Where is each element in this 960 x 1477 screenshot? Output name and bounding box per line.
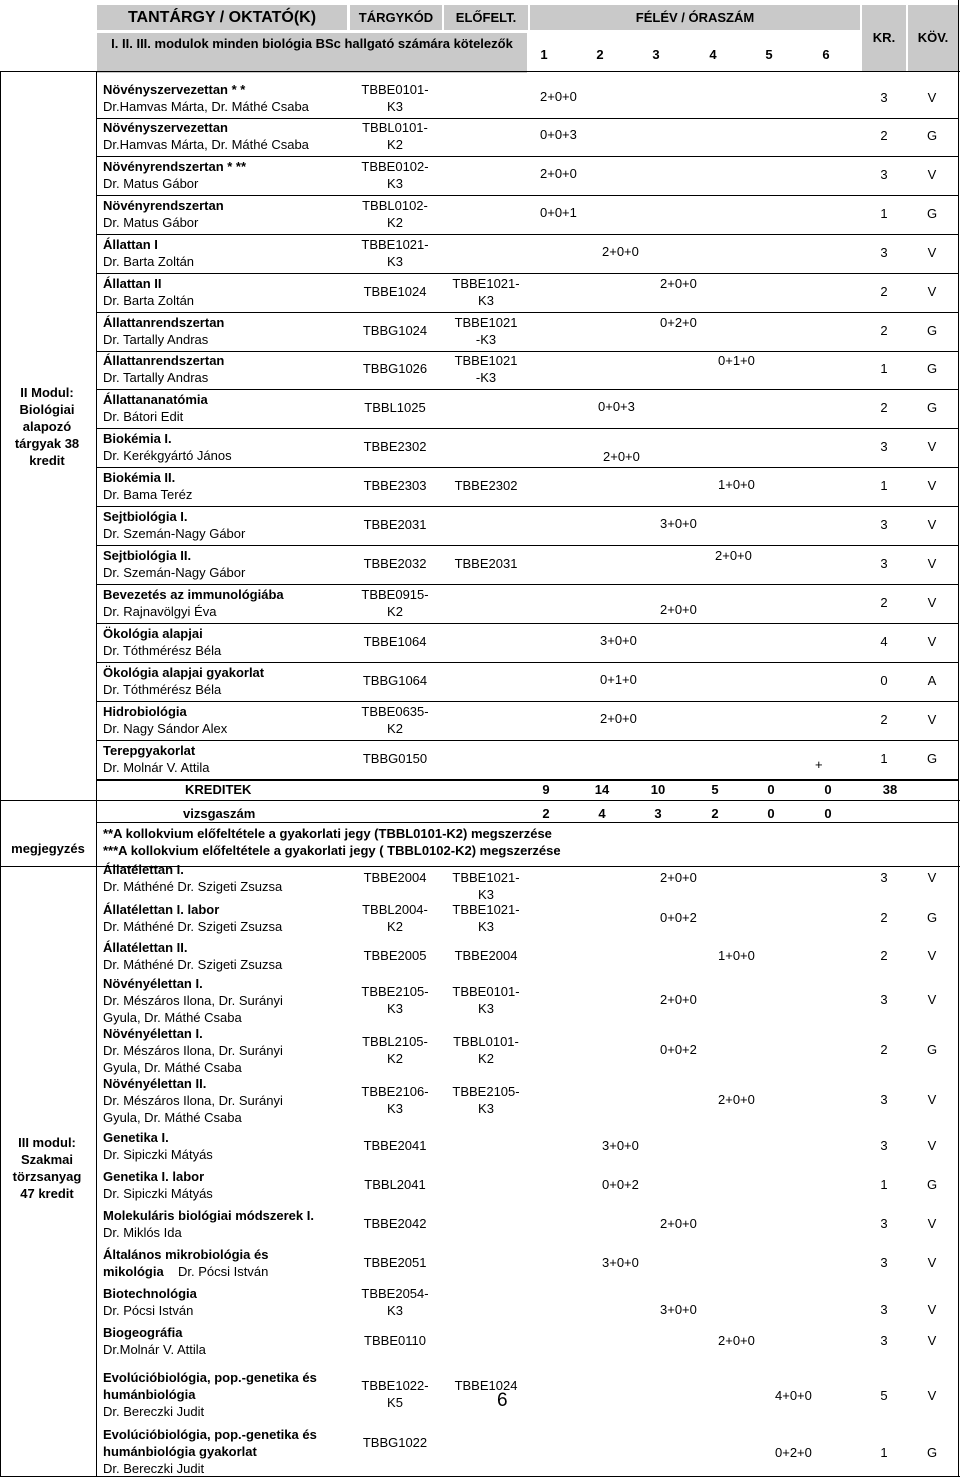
requirement-value: G xyxy=(926,1445,938,1460)
course-teacher: Dr.Molnár V. Attila xyxy=(103,1342,206,1357)
requirement-value: G xyxy=(926,400,938,415)
prerequisite: TBBE1021 xyxy=(454,353,518,368)
rule xyxy=(96,234,958,235)
course-teacher: Dr. Matus Gábor xyxy=(103,215,199,230)
course-teacher: Gyula, Dr. Máthé Csaba xyxy=(103,1060,242,1075)
requirement-value: V xyxy=(927,712,937,727)
course-code: TBBL2004- xyxy=(362,902,428,917)
rule xyxy=(96,71,97,1476)
course-code: TBBE2004 xyxy=(363,870,427,885)
requirement-value: V xyxy=(927,439,937,454)
semester-hours: 0+1+0 xyxy=(600,672,637,687)
requirement-value: V xyxy=(927,478,937,493)
semester-hours: 0+1+0 xyxy=(718,353,755,368)
semester-hours: 2+0+0 xyxy=(600,711,637,726)
rule xyxy=(96,118,958,119)
course-title: Biokémia I. xyxy=(103,431,172,446)
course-teacher: humánbiológia xyxy=(103,1387,196,1402)
requirement-value: V xyxy=(927,992,937,1007)
header-prereq: ELŐFELT. xyxy=(444,5,528,30)
course-teacher: Dr. Tartally Andras xyxy=(103,332,209,347)
course-code: TBBE2106- xyxy=(361,1084,429,1099)
course-code: TBBL0102- xyxy=(362,198,428,213)
semester-number: 2 xyxy=(596,47,604,62)
module2-label: II Modul: Biológiai alapozó tárgyak 38 kredit xyxy=(14,385,80,468)
course-title: Növényszervezettan xyxy=(103,120,228,135)
prerequisite: TBBE1024 xyxy=(454,1378,518,1393)
rule xyxy=(96,467,958,468)
course-teacher: Dr. Tóthmérész Béla xyxy=(103,682,222,697)
course-teacher: Dr. Mészáros Ilona, Dr. Surányi xyxy=(103,993,283,1008)
rule xyxy=(96,780,958,781)
course-title: Sejtbiológia II. xyxy=(103,548,192,563)
kredit-total: 9 xyxy=(542,782,550,797)
course-code: TBBE2042 xyxy=(363,1216,427,1231)
course-title: Ökológia alapjai xyxy=(103,626,203,641)
course-teacher: Dr. Máthéné Dr. Szigeti Zsuzsa xyxy=(103,957,283,972)
course-code: TBBE2303 xyxy=(363,478,427,493)
prerequisite: TBBE0101- xyxy=(452,984,520,999)
credit-value: 3 xyxy=(880,517,888,532)
semester-number: 6 xyxy=(822,47,830,62)
course-title: Állatélettan I. labor xyxy=(103,902,220,917)
course-teacher: Dr. Mészáros Ilona, Dr. Surányi xyxy=(103,1093,283,1108)
rule xyxy=(96,662,958,663)
semester-hours: 1+0+0 xyxy=(718,477,755,492)
semester-hours: 1+0+0 xyxy=(718,948,755,963)
course-code: K2 xyxy=(387,721,403,736)
credit-value: 3 xyxy=(880,167,888,182)
exam-count: 4 xyxy=(598,806,606,821)
rule xyxy=(96,701,958,702)
course-title: Genetika I. labor xyxy=(103,1169,205,1184)
semester-hours: 2+0+0 xyxy=(660,276,697,291)
requirement-value: V xyxy=(927,634,937,649)
course-code: TBBL0101- xyxy=(362,120,428,135)
course-teacher: Dr. Barta Zoltán xyxy=(103,254,195,269)
requirement-value: V xyxy=(927,1302,937,1317)
course-title: Bevezetés az immunológiába xyxy=(103,587,284,602)
requirement-value: V xyxy=(927,1255,937,1270)
exam-count: 0 xyxy=(824,806,832,821)
semester-hours: 0+0+3 xyxy=(598,399,635,414)
credit-value: 1 xyxy=(880,1177,888,1192)
course-teacher: humánbiológia gyakorlat xyxy=(103,1444,257,1459)
requirement-value: A xyxy=(927,673,937,688)
requirement-value: V xyxy=(927,90,937,105)
prerequisite: K3 xyxy=(478,1101,494,1116)
credit-value: 5 xyxy=(880,1388,888,1403)
course-title: Ökológia alapjai gyakorlat xyxy=(103,665,265,680)
course-code: TBBE1021- xyxy=(361,237,429,252)
course-teacher: Dr. Szemán-Nagy Gábor xyxy=(103,526,246,541)
course-teacher: Dr. Bama Teréz xyxy=(103,487,193,502)
course-code: K2 xyxy=(387,215,403,230)
semester-hours: 2+0+0 xyxy=(718,1333,755,1348)
credit-value: 3 xyxy=(880,439,888,454)
course-code: K5 xyxy=(387,1395,403,1410)
rule xyxy=(958,0,959,1476)
exam-count: 2 xyxy=(711,806,719,821)
credit-value: 1 xyxy=(880,478,888,493)
course-code: TBBE2051 xyxy=(363,1255,427,1270)
requirement-value: V xyxy=(927,167,937,182)
credit-value: 3 xyxy=(880,1255,888,1270)
course-code: K3 xyxy=(387,99,403,114)
exam-label: vizsgaszám xyxy=(183,806,256,821)
requirement-value: G xyxy=(926,206,938,221)
course-code: TBBG1064 xyxy=(362,673,428,688)
prerequisite: TBBE2004 xyxy=(454,948,518,963)
course-title: Evolúcióbiológia, pop.-genetika és xyxy=(103,1370,317,1385)
course-teacher: Dr. Barta Zoltán xyxy=(103,293,195,308)
requirement-value: V xyxy=(927,517,937,532)
requirement-value: V xyxy=(927,595,937,610)
rule xyxy=(96,312,958,313)
course-teacher: Dr. Bereczki Judit xyxy=(103,1461,205,1476)
semester-hours: 3+0+0 xyxy=(602,1138,639,1153)
course-teacher: Gyula, Dr. Máthé Csaba xyxy=(103,1110,242,1125)
credit-value: 3 xyxy=(880,556,888,571)
rule xyxy=(96,545,958,546)
semester-hours: + xyxy=(815,757,823,772)
course-title: Növényszervezettan * * xyxy=(103,82,246,97)
semester-hours: 2+0+0 xyxy=(603,449,640,464)
credit-value: 3 xyxy=(880,1092,888,1107)
course-code: TBBE2032 xyxy=(363,556,427,571)
rule xyxy=(0,800,960,801)
semester-hours: 0+2+0 xyxy=(775,1445,812,1460)
rule xyxy=(96,740,958,741)
requirement-value: V xyxy=(927,1092,937,1107)
course-code: TBBE0110 xyxy=(364,1333,426,1348)
exam-count: 3 xyxy=(654,806,662,821)
credit-value: 1 xyxy=(880,1445,888,1460)
prerequisite: TBBE2031 xyxy=(454,556,518,571)
course-teacher: mikológia xyxy=(103,1264,164,1279)
course-teacher: Dr. Pócsi István xyxy=(178,1264,269,1279)
semester-hours: 2+0+0 xyxy=(602,244,639,259)
course-title: Biotechnológia xyxy=(103,1286,197,1301)
credit-value: 3 xyxy=(880,1333,888,1348)
credit-value: 1 xyxy=(880,361,888,376)
course-code: TBBE2005 xyxy=(363,948,427,963)
semester-hours: 2+0+0 xyxy=(540,166,577,181)
kredit-total: 5 xyxy=(711,782,719,797)
credit-value: 3 xyxy=(880,1216,888,1231)
credit-value: 3 xyxy=(880,1138,888,1153)
prerequisite: TBBE1021- xyxy=(452,276,520,291)
credit-value: 1 xyxy=(880,206,888,221)
footnote: **A kollokvium előfeltétele a gyakorlati jegy (TBBL0101-K2) megszerzése xyxy=(103,826,552,841)
requirement-value: G xyxy=(926,1177,938,1192)
prerequisite: TBBE2302 xyxy=(454,478,518,493)
rule xyxy=(96,273,958,274)
semester-hours: 2+0+0 xyxy=(660,870,697,885)
credit-value: 2 xyxy=(880,1042,888,1057)
requirement-value: G xyxy=(926,323,938,338)
course-code: K3 xyxy=(387,1101,403,1116)
course-code: TBBE2041 xyxy=(363,1138,427,1153)
course-title: Általános mikrobiológia és xyxy=(103,1247,269,1262)
credit-value: 2 xyxy=(880,595,888,610)
kredit-total: 0 xyxy=(767,782,775,797)
course-title: Hidrobiológia xyxy=(103,704,187,719)
course-title: Állattan I xyxy=(103,237,158,252)
course-code: TBBE0102- xyxy=(361,159,429,174)
course-title: Állatélettan I. xyxy=(103,862,184,877)
semester-hours: 0+0+3 xyxy=(540,127,577,142)
exam-count: 0 xyxy=(767,806,775,821)
course-code: TBBE2105- xyxy=(361,984,429,999)
requirement-value: G xyxy=(926,751,938,766)
course-teacher: Dr. Molnár V. Attila xyxy=(103,760,210,775)
credit-value: 2 xyxy=(880,910,888,925)
kredit-total: 10 xyxy=(650,782,666,797)
course-code: K3 xyxy=(387,1001,403,1016)
course-code: TBBE2054- xyxy=(361,1286,429,1301)
semester-hours: 0+0+2 xyxy=(660,910,697,925)
credit-value: 1 xyxy=(880,751,888,766)
requirement-value: V xyxy=(927,556,937,571)
credit-value: 3 xyxy=(880,90,888,105)
course-code: TBBL2105- xyxy=(362,1034,428,1049)
rule xyxy=(96,156,958,157)
course-code: TBBE0635- xyxy=(361,704,429,719)
course-title: Állattanrendszertan xyxy=(103,353,225,368)
rule xyxy=(96,195,958,196)
semester-hours: 0+2+0 xyxy=(660,315,697,330)
rule xyxy=(96,623,958,624)
exam-count: 2 xyxy=(542,806,550,821)
requirement-value: V xyxy=(927,1138,937,1153)
course-code: TBBE0101- xyxy=(361,82,429,97)
kredit-total: 14 xyxy=(594,782,610,797)
semester-number: 3 xyxy=(652,47,660,62)
credit-value: 2 xyxy=(880,128,888,143)
course-title: Növényrendszertan xyxy=(103,198,224,213)
header-requirement: KÖV. xyxy=(908,5,958,71)
credit-value: 3 xyxy=(880,245,888,260)
rule xyxy=(96,584,958,585)
course-teacher: Dr. Máthéné Dr. Szigeti Zsuzsa xyxy=(103,879,283,894)
kredit-total: 38 xyxy=(882,782,898,797)
course-teacher: Dr. Miklós Ida xyxy=(103,1225,182,1240)
semester-hours: 0+0+2 xyxy=(602,1177,639,1192)
credit-value: 3 xyxy=(880,1302,888,1317)
semester-hours: 2+0+0 xyxy=(718,1092,755,1107)
course-title: Molekuláris biológiai módszerek I. xyxy=(103,1208,314,1223)
header-code: TÁRGYKÓD xyxy=(350,5,442,30)
course-code: TBBE1064 xyxy=(363,634,427,649)
course-title: Növényélettan I. xyxy=(103,1026,203,1041)
semester-hours: 3+0+0 xyxy=(660,516,697,531)
semester-hours: 2+0+0 xyxy=(660,602,697,617)
credit-value: 2 xyxy=(880,712,888,727)
course-title: Állattan II xyxy=(103,276,162,291)
header-course: TANTÁRGY / OKTATÓ(K) xyxy=(97,5,347,30)
requirement-value: V xyxy=(927,1216,937,1231)
modules-note: I. II. III. modulok minden biológia BSc hallgató számára kötelezők xyxy=(97,33,527,73)
prerequisite: TBBL0101- xyxy=(453,1034,519,1049)
course-teacher: Dr. Tóthmérész Béla xyxy=(103,643,222,658)
course-code: TBBE1024 xyxy=(363,284,427,299)
semester-number: 4 xyxy=(709,47,717,62)
rule xyxy=(96,351,958,352)
prerequisite: K3 xyxy=(478,293,494,308)
course-title: Állattananatómia xyxy=(103,392,208,407)
course-code: K2 xyxy=(387,604,403,619)
prerequisite: K3 xyxy=(478,919,494,934)
course-code: K3 xyxy=(387,254,403,269)
course-teacher: Dr. Nagy Sándor Alex xyxy=(103,721,228,736)
course-teacher: Gyula, Dr. Máthé Csaba xyxy=(103,1010,242,1025)
rule xyxy=(0,71,1,1476)
semester-hours: 4+0+0 xyxy=(775,1388,812,1403)
semester-hours: 3+0+0 xyxy=(602,1255,639,1270)
course-title: Növényrendszertan * ** xyxy=(103,159,247,174)
course-teacher: Dr. Bátori Edit xyxy=(103,409,184,424)
prerequisite: TBBE1021- xyxy=(452,870,520,885)
course-teacher: Dr. Sipiczki Mátyás xyxy=(103,1186,213,1201)
requirement-value: G xyxy=(926,910,938,925)
credit-value: 2 xyxy=(880,400,888,415)
course-code: TBBG1022 xyxy=(362,1435,428,1450)
requirement-value: G xyxy=(926,1042,938,1057)
course-title: Genetika I. xyxy=(103,1130,169,1145)
header-credit: KR. xyxy=(862,5,906,71)
course-title: Növényélettan I. xyxy=(103,976,203,991)
requirement-value: G xyxy=(926,128,938,143)
course-title: Állatélettan II. xyxy=(103,940,188,955)
course-teacher: Dr. Bereczki Judit xyxy=(103,1404,205,1419)
prerequisite: K2 xyxy=(478,1051,494,1066)
requirement-value: V xyxy=(927,245,937,260)
course-code: K2 xyxy=(387,919,403,934)
prerequisite: K3 xyxy=(478,887,494,902)
course-teacher: Dr. Matus Gábor xyxy=(103,176,199,191)
course-code: TBBE1022- xyxy=(361,1378,429,1393)
kredit-label: KREDITEK xyxy=(185,782,252,797)
credit-value: 2 xyxy=(880,284,888,299)
course-teacher: Dr. Pócsi István xyxy=(103,1303,194,1318)
page-number: 6 xyxy=(497,1390,508,1411)
semester-number: 1 xyxy=(540,47,548,62)
rule xyxy=(96,506,958,507)
credit-value: 2 xyxy=(880,323,888,338)
course-code: TBBG0150 xyxy=(362,751,428,766)
course-code: TBBE2302 xyxy=(363,439,427,454)
header-semester: FÉLÉV / ÓRASZÁM xyxy=(530,5,860,30)
course-code: K3 xyxy=(387,176,403,191)
semester-number: 5 xyxy=(765,47,773,62)
course-teacher: Dr.Hamvas Márta, Dr. Máthé Csaba xyxy=(103,99,309,114)
semester-hours: 2+0+0 xyxy=(715,548,752,563)
course-teacher: Dr. Kerékgyártó János xyxy=(103,448,232,463)
course-code: K2 xyxy=(387,137,403,152)
course-title: Terepgyakorlat xyxy=(103,743,196,758)
course-teacher: Dr.Hamvas Márta, Dr. Máthé Csaba xyxy=(103,137,309,152)
semester-hours: 2+0+0 xyxy=(660,1216,697,1231)
prerequisite: TBBE1021 xyxy=(454,315,518,330)
credit-value: 4 xyxy=(880,634,888,649)
course-title: Biogeográfia xyxy=(103,1325,183,1340)
prerequisite: -K3 xyxy=(475,370,497,385)
rule xyxy=(96,389,958,390)
requirement-value: V xyxy=(927,1388,937,1403)
requirement-value: V xyxy=(927,284,937,299)
course-teacher: Dr. Tartally Andras xyxy=(103,370,209,385)
course-teacher: Dr. Mészáros Ilona, Dr. Surányi xyxy=(103,1043,283,1058)
course-title: Állattanrendszertan xyxy=(103,315,225,330)
kredit-total: 0 xyxy=(824,782,832,797)
semester-hours: 0+0+1 xyxy=(540,205,577,220)
rule xyxy=(96,428,958,429)
course-title: Sejtbiológia I. xyxy=(103,509,188,524)
course-code: TBBG1024 xyxy=(362,323,428,338)
course-teacher: Dr. Máthéné Dr. Szigeti Zsuzsa xyxy=(103,919,283,934)
rule xyxy=(96,822,958,823)
requirement-value: G xyxy=(926,361,938,376)
course-code: TBBE0915- xyxy=(361,587,429,602)
requirement-value: V xyxy=(927,1333,937,1348)
semester-hours: 3+0+0 xyxy=(600,633,637,648)
course-code: TBBL2041 xyxy=(364,1177,426,1192)
prerequisite: TBBE2105- xyxy=(452,1084,520,1099)
prerequisite: TBBE1021- xyxy=(452,902,520,917)
course-teacher: Dr. Szemán-Nagy Gábor xyxy=(103,565,246,580)
prerequisite: K3 xyxy=(478,1001,494,1016)
course-code: TBBL1025 xyxy=(364,400,426,415)
course-title: Biokémia II. xyxy=(103,470,176,485)
course-code: TBBG1026 xyxy=(362,361,428,376)
credit-value: 3 xyxy=(880,992,888,1007)
semester-hours: 2+0+0 xyxy=(540,89,577,104)
course-code: K3 xyxy=(387,1303,403,1318)
prerequisite: -K3 xyxy=(475,332,497,347)
requirement-value: V xyxy=(927,870,937,885)
course-teacher: Dr. Sipiczki Mátyás xyxy=(103,1147,213,1162)
requirement-value: V xyxy=(927,948,937,963)
course-title: Evolúcióbiológia, pop.-genetika és xyxy=(103,1427,317,1442)
module3-label: III modul: Szakmai törzsanyag 47 kredit xyxy=(12,1135,82,1201)
course-teacher: Dr. Rajnavölgyi Éva xyxy=(103,604,217,619)
footnote: ***A kollokvium előfeltétele a gyakorlati jegy ( TBBL0102-K2) megszerzése xyxy=(103,843,561,858)
credit-value: 0 xyxy=(880,673,888,688)
course-title: Növényélettan II. xyxy=(103,1076,207,1091)
credit-value: 3 xyxy=(880,870,888,885)
credit-value: 2 xyxy=(880,948,888,963)
rule xyxy=(0,71,960,72)
semester-hours: 0+0+2 xyxy=(660,1042,697,1057)
semester-hours: 3+0+0 xyxy=(660,1302,697,1317)
course-code: K2 xyxy=(387,1051,403,1066)
course-code: TBBE2031 xyxy=(363,517,427,532)
notes-label: megjegyzés xyxy=(11,841,85,856)
semester-hours: 2+0+0 xyxy=(660,992,697,1007)
